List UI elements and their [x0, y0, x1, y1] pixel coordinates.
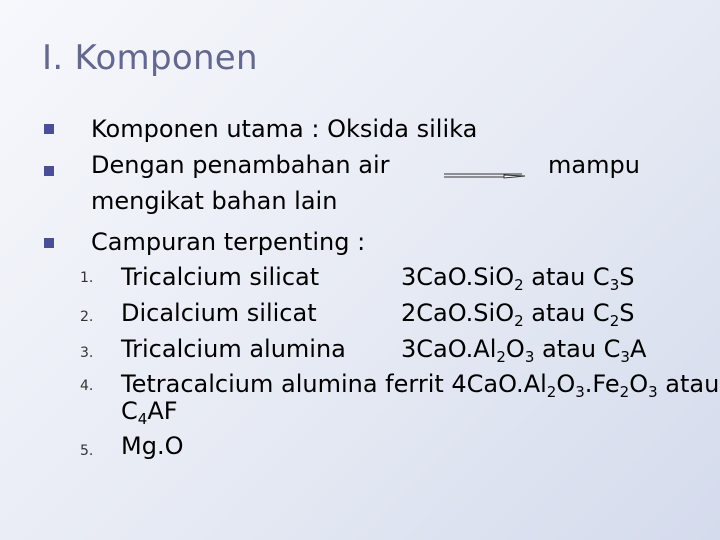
list-item-name: Tricalcium silicat	[121, 263, 320, 291]
bullet-mengikat: mengikat bahan lain	[91, 187, 338, 215]
list-item-formula: 3CaO.SiO$_2$ atau $C_3S$	[401, 263, 635, 294]
list-number: 5.	[80, 443, 94, 459]
list-number: 1.	[80, 270, 94, 286]
bullet-mampu: mampu	[548, 151, 640, 179]
list-item-c4af: $C_4AF$	[121, 397, 178, 428]
bullet-square-icon	[44, 166, 54, 176]
bullet-square-icon	[44, 124, 54, 134]
bullet-square-icon	[44, 238, 54, 248]
bullet-penambahan-air: Dengan penambahan air	[91, 151, 390, 179]
list-item-formula: 2CaO.SiO$_2$ atau $C_2S$	[401, 299, 635, 330]
list-item-tetracalcium: Tetracalcium alumina ferrit $4CaO.Al_2O_3.Fe_2O_3$ atau	[121, 370, 720, 401]
arrow-right-icon	[444, 170, 526, 182]
list-item-formula: $3CaO.Al_2O_3$ atau $C_3A$	[401, 335, 647, 366]
bullet-campuran: Campuran terpenting :	[91, 228, 366, 256]
list-item-name: Dicalcium silicat	[121, 299, 317, 327]
list-number: 2.	[80, 309, 94, 325]
list-number: 3.	[80, 345, 94, 361]
bullet-komponen-utama: Komponen utama : Oksida silika	[91, 115, 478, 143]
list-number: 4.	[80, 378, 94, 394]
list-item-name: Tricalcium alumina	[121, 335, 346, 363]
slide-title: I. Komponen	[42, 38, 258, 78]
list-item-mgo: Mg.O	[121, 432, 184, 460]
